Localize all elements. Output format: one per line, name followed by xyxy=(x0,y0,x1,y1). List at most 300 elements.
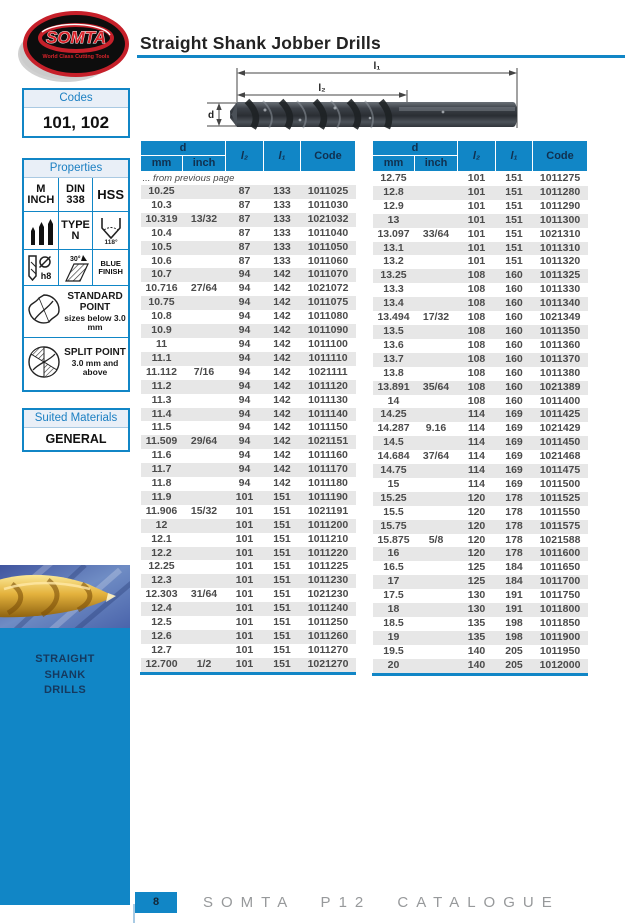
inch-value xyxy=(183,324,226,338)
table-row xyxy=(141,380,356,394)
l2-value: 87 xyxy=(238,212,251,225)
mm-value: 16.5 xyxy=(383,561,404,574)
table-row xyxy=(373,242,588,256)
table-row xyxy=(141,644,356,658)
table-row xyxy=(141,282,356,296)
table-row xyxy=(373,631,588,645)
col-header-d: d xyxy=(141,141,226,156)
mm-value: 11.5 xyxy=(151,421,172,434)
code-value: 1011050 xyxy=(307,240,349,253)
l2-value: 94 xyxy=(238,449,251,462)
mm-value: 11.7 xyxy=(151,463,172,476)
l2-value: 87 xyxy=(238,185,251,197)
l2-value: 108 xyxy=(467,338,486,351)
l1-value: 133 xyxy=(273,254,291,267)
l2-value: 140 xyxy=(467,644,486,657)
mm-value: 13.097 xyxy=(377,227,410,240)
mm-value: 19.5 xyxy=(383,644,404,657)
mm-value: 10.75 xyxy=(148,296,175,309)
col-header-mm: mm xyxy=(373,156,415,172)
code-value: 1011900 xyxy=(539,630,581,643)
inch-value xyxy=(183,408,226,422)
code-value: 1011525 xyxy=(539,491,581,504)
mm-value: 10.6 xyxy=(151,254,172,267)
table-row xyxy=(141,505,356,519)
mm-value: 13.3 xyxy=(383,283,404,296)
table-row xyxy=(141,199,356,213)
inch-value xyxy=(183,616,226,630)
table-row xyxy=(373,659,588,673)
code-value: 1011300 xyxy=(539,213,581,226)
l1-value: 133 xyxy=(273,198,291,211)
l2-value: 94 xyxy=(238,337,251,350)
l2-value: 120 xyxy=(467,547,486,560)
mm-value: 12.1 xyxy=(151,532,172,545)
l1-value: 142 xyxy=(273,393,291,406)
code-value: 1011110 xyxy=(308,351,348,364)
table-row xyxy=(373,353,588,367)
table-row xyxy=(141,574,356,588)
mm-value: 12.303 xyxy=(145,588,178,601)
mm-value: 19 xyxy=(387,630,400,643)
l2-value: 94 xyxy=(238,393,251,406)
table-row xyxy=(373,283,588,297)
codes-value: 101, 102 xyxy=(42,113,110,132)
table-row xyxy=(373,645,588,659)
l2-value: 94 xyxy=(238,477,251,490)
col-header-code: Code xyxy=(533,141,588,172)
table-row xyxy=(373,603,588,617)
l2-value: 94 xyxy=(238,435,251,448)
l1-value: 142 xyxy=(273,421,291,434)
tolerance-value: h8 xyxy=(40,270,52,281)
l2-value: 108 xyxy=(467,269,486,282)
table-row xyxy=(141,185,356,199)
standard-point-title: STANDARD POINT xyxy=(67,290,123,313)
property-m-inch: M INCH xyxy=(24,178,59,212)
code-value: 1011120 xyxy=(308,379,348,392)
l1-value: 160 xyxy=(505,324,523,337)
l2-value: 108 xyxy=(467,352,486,365)
l1-value: 184 xyxy=(505,575,523,588)
mm-value: 13.5 xyxy=(383,324,404,337)
table-row xyxy=(373,408,588,422)
col-header-inch: inch xyxy=(415,156,458,172)
table-row xyxy=(373,561,588,575)
code-value: 1011450 xyxy=(539,436,581,449)
code-value: 1011700 xyxy=(539,575,581,588)
table-row xyxy=(373,492,588,506)
l1-value: 160 xyxy=(505,366,523,379)
table-row xyxy=(141,213,356,227)
col-header-code: Code xyxy=(301,141,356,172)
l1-value: 151 xyxy=(505,255,523,268)
continuation-note: ... from previous page xyxy=(142,173,235,184)
col-header-l2: l₂ xyxy=(458,141,496,172)
l2-value: 114 xyxy=(468,450,485,463)
inch-value xyxy=(183,560,226,574)
inch-value xyxy=(415,492,458,506)
inch-value xyxy=(183,296,226,310)
l1-value: 151 xyxy=(273,504,291,517)
l1-value: 160 xyxy=(505,352,523,365)
mm-value: 12.3 xyxy=(151,574,172,587)
l1-value: 178 xyxy=(505,533,523,546)
l1-value: 133 xyxy=(273,226,291,239)
properties-grid xyxy=(24,178,128,286)
mm-value: 13.6 xyxy=(383,338,404,351)
inch-value: 35/64 xyxy=(422,380,450,393)
table-row xyxy=(141,463,356,477)
l1-value: 198 xyxy=(505,630,523,643)
inch-value xyxy=(183,268,226,282)
l1-value: 151 xyxy=(273,616,291,629)
l2-value: 101 xyxy=(467,213,486,226)
l2-value: 108 xyxy=(467,297,486,310)
mm-value: 20 xyxy=(387,658,400,671)
inch-value xyxy=(415,395,458,409)
code-value: 1011310 xyxy=(539,241,581,254)
l1-value: 142 xyxy=(273,282,291,295)
split-point-row xyxy=(24,338,128,386)
mm-value: 14.287 xyxy=(377,422,410,435)
code-value: 1011425 xyxy=(539,408,581,421)
table-row xyxy=(373,450,588,464)
inch-value xyxy=(183,421,226,435)
l2-value: 101 xyxy=(235,630,254,642)
l2-value: 101 xyxy=(467,172,486,184)
l2-value: 101 xyxy=(235,574,254,587)
mm-value: 13.1 xyxy=(383,241,404,254)
inch-value xyxy=(183,463,226,477)
l2-value: 108 xyxy=(467,283,486,296)
drill-table-right xyxy=(372,140,588,676)
logo-tagline-text: World Class Cutting Tools xyxy=(42,54,110,60)
point-angle-icon xyxy=(93,212,128,250)
l2-value: 120 xyxy=(467,491,486,504)
mm-value: 12.6 xyxy=(151,630,172,642)
l1-value: 151 xyxy=(273,490,291,503)
inch-value: 17/32 xyxy=(422,311,450,324)
mm-value: 11.112 xyxy=(146,365,177,378)
l1-value: 191 xyxy=(505,589,523,602)
d-dimension-label: d xyxy=(207,110,215,121)
l2-value: 135 xyxy=(467,617,486,629)
code-value: 1011320 xyxy=(539,255,581,268)
code-value: 1011220 xyxy=(307,546,349,559)
mm-value: 11.6 xyxy=(151,449,172,462)
suited-materials-box xyxy=(22,408,130,452)
table-row xyxy=(373,200,588,214)
code-value: 1011025 xyxy=(307,185,349,197)
property-hss: HSS xyxy=(93,178,128,212)
table-row xyxy=(373,186,588,200)
code-value: 1011230 xyxy=(307,574,349,587)
l2-value: 108 xyxy=(467,324,486,337)
inch-value: 13/32 xyxy=(190,212,218,225)
codes-label: Codes xyxy=(24,90,128,108)
inch-value xyxy=(415,436,458,450)
l2-value: 108 xyxy=(467,311,486,324)
l1-value: 169 xyxy=(505,436,523,449)
drill-set-icon xyxy=(24,212,59,250)
table-row xyxy=(373,547,588,561)
mm-value: 12.25 xyxy=(148,560,175,573)
code-value: 1011170 xyxy=(308,463,348,476)
table-row xyxy=(141,588,356,602)
catalogue-footer-text: SOMTA P12 CATALOGUE xyxy=(203,894,560,911)
l2-value: 101 xyxy=(235,532,254,545)
l1-value: 151 xyxy=(505,199,523,212)
mm-value: 11.1 xyxy=(151,351,172,364)
l2-value: 108 xyxy=(467,380,486,393)
inch-value xyxy=(415,645,458,659)
l1-value: 160 xyxy=(505,338,523,351)
inch-value xyxy=(415,283,458,297)
l2-value: 94 xyxy=(238,324,251,337)
l1-value: 151 xyxy=(505,213,523,226)
l2-value: 130 xyxy=(467,603,486,616)
table-row xyxy=(141,227,356,241)
l2-value: 101 xyxy=(235,490,254,503)
l1-value: 151 xyxy=(273,574,291,587)
mm-value: 16 xyxy=(387,547,400,560)
l1-value: 142 xyxy=(273,337,291,350)
l1-value: 178 xyxy=(505,505,523,518)
table-row xyxy=(141,547,356,561)
mm-value: 10.9 xyxy=(151,324,172,337)
table-row xyxy=(141,241,356,255)
l1-value: 178 xyxy=(505,547,523,560)
code-value: 1011250 xyxy=(307,616,349,629)
mm-value: 13.8 xyxy=(383,366,404,379)
code-value: 1021389 xyxy=(539,380,581,393)
mm-value: 14.75 xyxy=(380,464,407,477)
l2-value: 101 xyxy=(467,241,486,254)
mm-value: 11.2 xyxy=(151,379,172,392)
inch-value xyxy=(183,185,226,199)
mm-value: 14 xyxy=(387,394,400,407)
code-value: 1021191 xyxy=(307,504,349,517)
inch-value xyxy=(415,242,458,256)
mm-value: 13 xyxy=(387,213,400,226)
inch-value xyxy=(415,367,458,381)
split-point-icon xyxy=(25,342,63,382)
table-row xyxy=(141,519,356,533)
l2-dimension-label: l₂ xyxy=(318,83,326,94)
l1-value: 151 xyxy=(505,241,523,254)
helix-angle-value: 30° xyxy=(69,255,81,263)
col-header-l2: l₂ xyxy=(226,141,264,172)
l2-value: 130 xyxy=(467,589,486,602)
l1-value: 142 xyxy=(273,324,291,337)
property-din-338: DIN 338 xyxy=(59,178,94,212)
drill-table-left xyxy=(140,140,356,675)
mm-value: 18.5 xyxy=(383,617,404,629)
inch-value xyxy=(183,630,226,644)
mm-value: 14.5 xyxy=(383,436,404,449)
standard-point-row xyxy=(24,286,128,338)
inch-value xyxy=(415,561,458,575)
mm-value: 11.9 xyxy=(151,490,172,503)
split-point-title: SPLIT POINT xyxy=(64,346,126,358)
l2-value: 101 xyxy=(467,185,486,198)
l1-value: 142 xyxy=(273,407,291,420)
mm-value: 13.25 xyxy=(380,269,407,282)
l2-value: 101 xyxy=(467,255,486,268)
properties-box xyxy=(22,158,130,392)
code-value: 1011325 xyxy=(539,269,581,282)
tolerance-h8-icon xyxy=(24,250,59,286)
col-header-mm: mm xyxy=(141,156,183,172)
code-value: 1011290 xyxy=(539,199,581,212)
l1-value: 184 xyxy=(505,561,523,574)
l2-value: 101 xyxy=(235,616,254,629)
l2-value: 101 xyxy=(467,227,486,240)
l2-value: 135 xyxy=(467,630,486,643)
table-row xyxy=(373,214,588,228)
inch-value xyxy=(415,353,458,367)
helix-angle-icon xyxy=(59,250,94,286)
mm-value: 15.25 xyxy=(380,491,407,504)
table-row xyxy=(373,534,588,548)
l1-value: 142 xyxy=(273,268,291,281)
table-row xyxy=(141,296,356,310)
code-value: 1011360 xyxy=(539,338,581,351)
table-row xyxy=(373,478,588,492)
l1-value: 151 xyxy=(273,602,291,615)
l1-value: 169 xyxy=(505,408,523,421)
l1-value: 169 xyxy=(505,464,523,477)
table-row xyxy=(141,338,356,352)
code-value: 1011180 xyxy=(308,477,348,490)
table-row xyxy=(141,352,356,366)
table-row xyxy=(141,602,356,616)
inch-value xyxy=(415,520,458,534)
l1-value: 151 xyxy=(505,227,523,240)
table-row xyxy=(373,311,588,325)
code-value: 1011550 xyxy=(539,505,581,518)
l2-value: 114 xyxy=(468,422,485,435)
inch-value xyxy=(415,408,458,422)
mm-value: 13.494 xyxy=(377,311,410,324)
inch-value xyxy=(183,533,226,547)
inch-value xyxy=(183,491,226,505)
codes-box xyxy=(22,88,130,138)
table-row xyxy=(141,394,356,408)
mm-value: 13.4 xyxy=(383,297,404,310)
code-value: 1011030 xyxy=(307,198,349,211)
mm-value: 13.891 xyxy=(377,380,410,393)
inch-value xyxy=(415,478,458,492)
table-row xyxy=(373,575,588,589)
l1-value: 169 xyxy=(505,450,523,463)
l2-value: 94 xyxy=(238,296,251,309)
l2-value: 114 xyxy=(468,408,485,421)
l1-value: 151 xyxy=(273,560,291,573)
properties-label: Properties xyxy=(24,160,128,178)
code-value: 1011060 xyxy=(307,254,349,267)
table-row xyxy=(373,339,588,353)
inch-value xyxy=(183,644,226,658)
mm-value: 11.3 xyxy=(151,393,172,406)
l1-value: 151 xyxy=(273,546,291,559)
code-value: 1011190 xyxy=(308,490,348,503)
inch-value xyxy=(415,631,458,645)
code-value: 1021270 xyxy=(307,657,349,670)
inch-value xyxy=(183,352,226,366)
table-row xyxy=(373,617,588,631)
inch-value xyxy=(183,310,226,324)
inch-value xyxy=(415,464,458,478)
code-value: 1011340 xyxy=(539,297,581,310)
mm-value: 15.5 xyxy=(383,505,404,518)
l2-value: 87 xyxy=(238,254,251,267)
l2-value: 101 xyxy=(235,546,254,559)
code-value: 1021072 xyxy=(307,282,349,295)
table-row xyxy=(141,449,356,463)
code-value: 1011575 xyxy=(539,519,581,532)
inch-value xyxy=(183,449,226,463)
inch-value xyxy=(415,297,458,311)
mm-value: 10.5 xyxy=(151,240,172,253)
code-value: 1011160 xyxy=(308,449,348,462)
l2-value: 94 xyxy=(238,282,251,295)
table-row xyxy=(373,395,588,409)
l1-value: 142 xyxy=(273,477,291,490)
l1-value: 142 xyxy=(273,463,291,476)
code-value: 1011850 xyxy=(539,617,581,629)
suited-materials-label: Suited Materials xyxy=(24,410,128,428)
point-angle-value: 118° xyxy=(104,238,118,246)
mm-value: 12.5 xyxy=(151,616,172,629)
drill-illustration xyxy=(230,101,517,128)
l2-value: 94 xyxy=(238,351,251,364)
l1-value: 160 xyxy=(505,297,523,310)
inch-value xyxy=(415,214,458,228)
title-underline xyxy=(137,55,625,58)
mm-value: 12.9 xyxy=(383,199,404,212)
table-row xyxy=(373,228,588,242)
l2-value: 94 xyxy=(238,379,251,392)
l1-dimension-label: l₁ xyxy=(373,61,381,72)
standard-point-icon xyxy=(25,291,63,333)
l1-value: 198 xyxy=(505,617,523,629)
l2-value: 114 xyxy=(468,477,485,490)
l1-value: 151 xyxy=(273,630,291,642)
inch-value: 15/32 xyxy=(190,504,218,517)
inch-value: 1/2 xyxy=(196,657,212,670)
inch-value: 31/64 xyxy=(190,588,218,601)
inch-value: 29/64 xyxy=(190,435,218,448)
mm-value: 11.509 xyxy=(145,435,178,448)
code-value: 1011275 xyxy=(539,172,581,184)
l2-value: 120 xyxy=(467,505,486,518)
l1-value: 160 xyxy=(505,283,523,296)
mm-value: 10.3 xyxy=(151,198,172,211)
code-value: 1021151 xyxy=(307,435,349,448)
l1-value: 151 xyxy=(505,185,523,198)
code-value: 1011350 xyxy=(539,324,581,337)
code-value: 1011500 xyxy=(539,477,581,490)
l2-value: 101 xyxy=(235,504,254,517)
l2-value: 94 xyxy=(238,310,251,323)
code-value: 1011080 xyxy=(307,310,349,323)
l1-value: 169 xyxy=(505,422,523,435)
mm-value: 11.4 xyxy=(151,407,172,420)
code-value: 1011750 xyxy=(539,589,581,602)
l2-value: 87 xyxy=(238,226,251,239)
